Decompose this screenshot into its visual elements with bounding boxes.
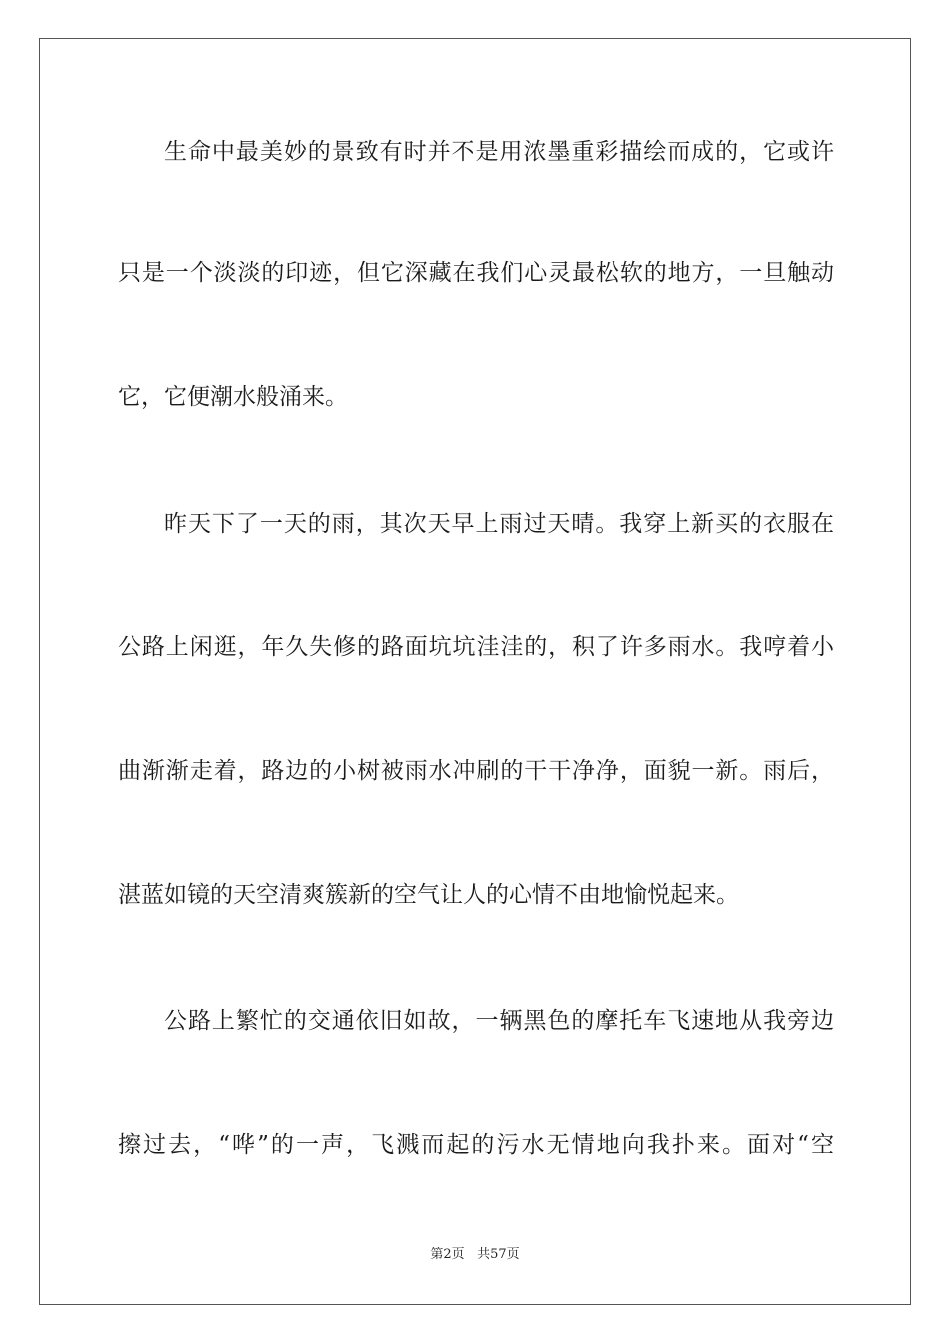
total-pages: 共57页 bbox=[477, 1247, 520, 1262]
paragraph-1-line-2: 只是一个淡淡的印迹，但它深藏在我们心灵最松软的地方，一旦触动 bbox=[118, 260, 834, 286]
paragraph-3-line-1: 公路上繁忙的交通依旧如故，一辆黑色的摩托车飞速地从我旁边 bbox=[164, 1008, 834, 1034]
paragraph-1-line-1: 生命中最美妙的景致有时并不是用浓墨重彩描绘而成的，它或许 bbox=[164, 139, 834, 165]
page-footer bbox=[0, 1246, 950, 1264]
page-border bbox=[39, 38, 911, 1305]
paragraph-2-line-1: 昨天下了一天的雨，其次天早上雨过天晴。我穿上新买的衣服在 bbox=[164, 511, 834, 537]
paragraph-2-line-4: 湛蓝如镜的天空清爽簇新的空气让人的心情不由地愉悦起来。 bbox=[118, 882, 739, 908]
paragraph-2-line-3: 曲渐渐走着，路边的小树被雨水冲刷的干干净净，面貌一新。雨后， bbox=[118, 758, 834, 784]
paragraph-1-line-3: 它，它便潮水般涌来。 bbox=[118, 384, 348, 410]
paragraph-2-line-2: 公路上闲逛，年久失修的路面坑坑洼洼的，积了许多雨水。我哼着小 bbox=[118, 634, 834, 660]
page-number: 第2页 bbox=[430, 1247, 465, 1262]
paragraph-3-line-2: 擦过去，“哗”的一声，飞溅而起的污水无情地向我扑来。面对“空 bbox=[118, 1132, 834, 1158]
